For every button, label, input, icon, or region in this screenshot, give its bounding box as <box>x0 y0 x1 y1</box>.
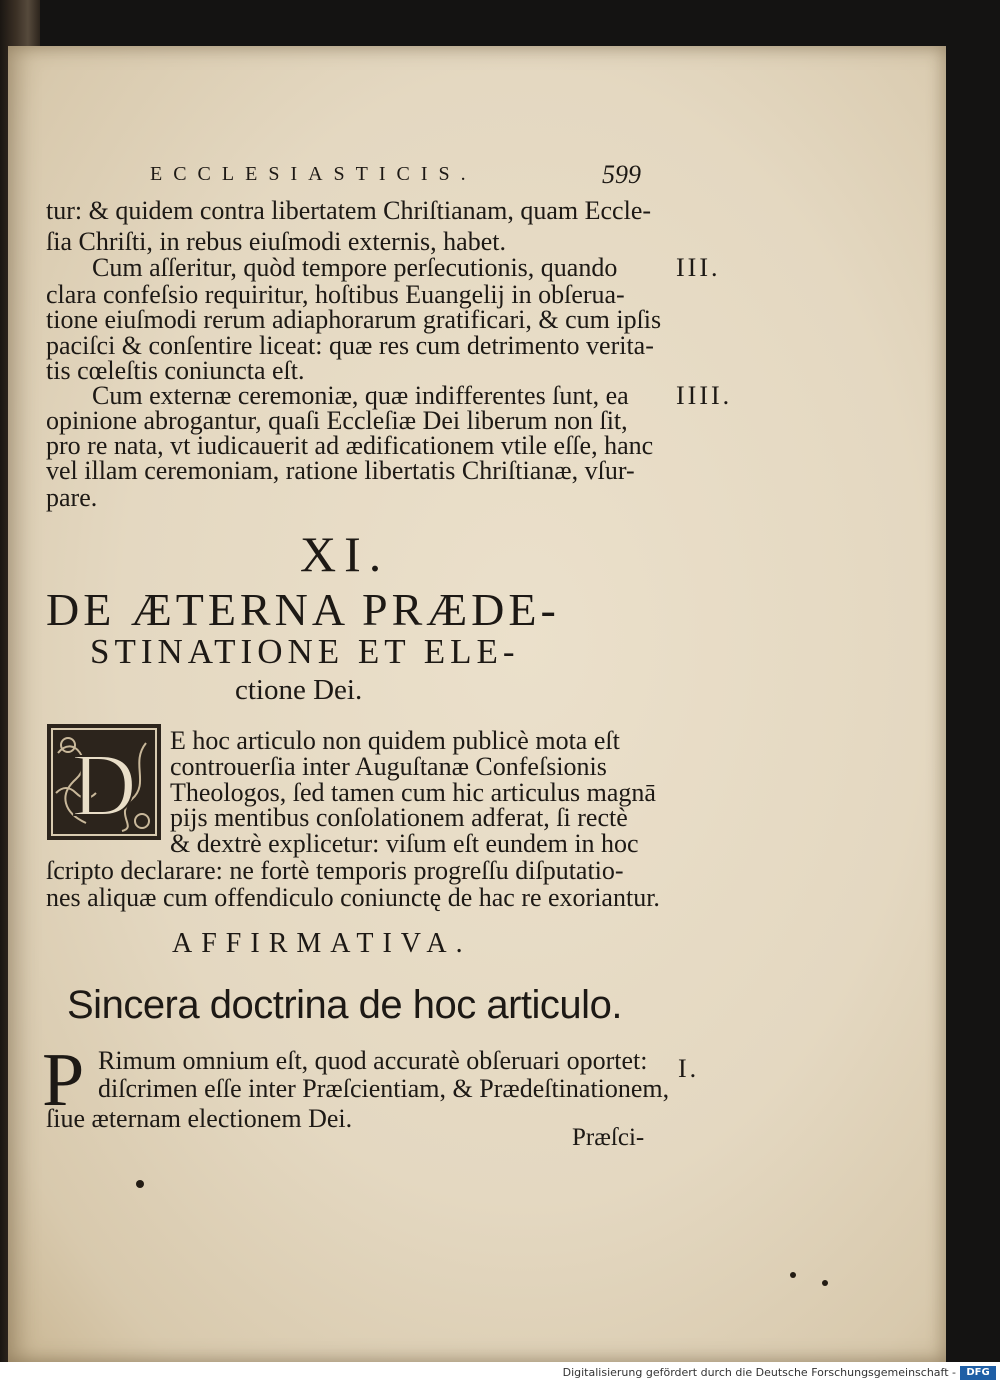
intro-line-1: E hoc articulo non quidem publicè mota eſt <box>170 726 620 755</box>
margin-number-3: III. <box>676 253 721 282</box>
intro-line-3: Theologos, ſed tamen cum hic articulus magnā <box>170 778 656 807</box>
text-line-9: opinione abrogantur, quaſi Eccleſiæ Dei liberum non ſit, <box>46 406 628 435</box>
decorated-initial-d <box>46 723 162 841</box>
intro-line-4: pijs mentibus conſolationem adferat, ſi rectè <box>170 803 628 832</box>
primum-line-3: ſiue æternam electionem Dei. <box>46 1104 353 1133</box>
text-line-7: tis cœleſtis coniuncta eſt. <box>46 356 305 385</box>
ink-spot <box>790 1272 796 1278</box>
intro-line-2: controuerſia inter Auguſtanæ Confeſsionis <box>170 752 607 781</box>
text-line-11: vel illam ceremoniam, ratione libertatis Chriſtianæ, vſur- <box>46 456 635 485</box>
text-line-3: Cum aſſeritur, quòd tempore perſecutionis, quando <box>92 253 618 282</box>
text-line-12: pare. <box>46 483 98 512</box>
primum-line-2: diſcrimen eſſe inter Præſcientiam, & Prædeſtinationem, <box>98 1074 670 1103</box>
text-line-10: pro re nata, vt iudicauerit ad ædificationem vtile eſſe, hanc <box>46 431 654 460</box>
catchword: Præſci- <box>572 1124 645 1151</box>
dfg-logo: DFG <box>960 1366 996 1380</box>
ink-spot <box>822 1280 828 1286</box>
text-line-4: clara confeſsio requiritur, hoſtibus Euangelij in obſerua- <box>46 280 625 309</box>
margin-number-4: IIII. <box>676 381 733 410</box>
affirmativa-heading: AFFIRMATIVA. <box>172 928 472 959</box>
section-title-line-1: DE ÆTERNA PRÆDE- <box>46 584 560 635</box>
text-line-2: ſia Chriſti, in rebus eiuſmodi externis, habet. <box>46 227 506 256</box>
initial-letter-d: D <box>71 736 137 835</box>
text-line-8: Cum externæ ceremoniæ, quæ indifferentes ſunt, ea <box>92 381 629 410</box>
section-title-line-2: STINATIONE ET ELE- <box>90 632 520 671</box>
intro-line-7: nes aliquæ cum offendiculo coniunctę de hac re exoriantur. <box>46 883 660 912</box>
subheading: Sincera doctrina de hoc articulo. <box>67 983 622 1027</box>
funding-credit: Digitalisierung gefördert durch die Deutsche Forschungsgemeinschaft - <box>562 1366 956 1379</box>
footer-bar <box>0 1362 1000 1384</box>
primum-line-1: Rimum omnium eſt, quod accuratè obſeruari oportet: <box>98 1046 648 1075</box>
initial-letter-p: P <box>42 1038 85 1122</box>
section-title-line-3: ctione Dei. <box>235 674 363 706</box>
margin-number-1: I. <box>678 1054 700 1083</box>
intro-line-6: ſcripto declarare: ne fortè temporis progreſſu diſputatio- <box>46 856 624 885</box>
ink-spot <box>136 1180 144 1188</box>
page-number: 599 <box>602 160 641 189</box>
section-number: XI. <box>300 526 390 582</box>
text-line-6: paciſci & conſentire liceat: quæ res cum detrimento verita- <box>46 331 654 360</box>
text-line-5: tione eiuſmodi rerum adiaphorarum gratificari, & cum ipſis <box>46 305 662 334</box>
intro-line-5: & dextrè explicetur: viſum eſt eundem in hoc <box>170 829 639 858</box>
running-title: ECCLESIASTICIS. <box>150 163 477 185</box>
text-line-1: tur: & quidem contra libertatem Chriſtianam, quam Eccle- <box>46 196 652 225</box>
